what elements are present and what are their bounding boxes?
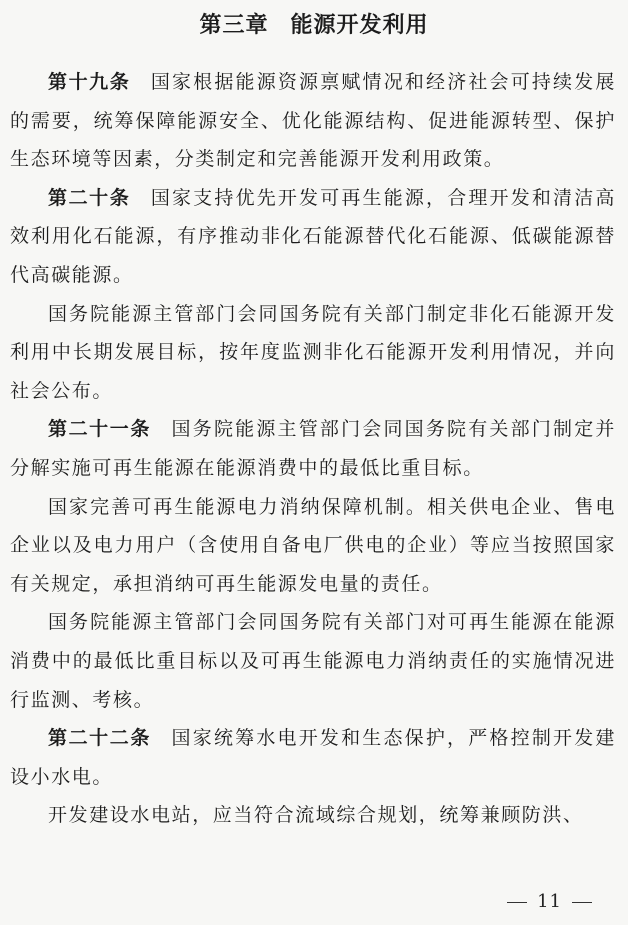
article-number: 第二十条 <box>48 186 131 209</box>
paragraph <box>10 796 616 835</box>
paragraph-text: 国家完善可再生能源电力消纳保障机制。相关供电企业、售电企业以及电力用户（含使用自备电厂供电的企业）等应当按照国家有关规定，承担消纳可再生能源发电量的责任。 <box>10 495 616 595</box>
paragraph <box>10 488 616 604</box>
paragraph-text: 国家根据能源资源禀赋情况和经济社会可持续发展的需要，统筹保障能源安全、优化能源结构、促进能源转型、保护生态环境等因素，分类制定和完善能源开发利用政策。 <box>10 71 616 171</box>
article-number: 第二十一条 <box>48 418 151 441</box>
paragraph-text: 国务院能源主管部门会同国务院有关部门制定非化石能源开发利用中长期发展目标，按年度监测非化石能源开发利用情况，并向社会公布。 <box>10 302 616 402</box>
paragraph <box>10 603 616 719</box>
chapter-title <box>0 12 628 40</box>
paragraph <box>10 63 616 179</box>
page-number <box>497 891 602 913</box>
paragraph-text: 国务院能源主管部门会同国务院有关部门制定并分解实施可再生能源在能源消费中的最低比重目标。 <box>10 418 616 479</box>
paragraph <box>10 410 616 487</box>
paragraph <box>10 719 616 796</box>
paragraph-text: 国家统筹水电开发和生态保护，严格控制开发建设小水电。 <box>10 727 616 788</box>
paragraph-text: 国家支持优先开发可再生能源，合理开发和清洁高效利用化石能源，有序推动非化石能源替代化石能源、低碳能源替代高碳能源。 <box>10 186 616 286</box>
page-number-left-dash <box>507 902 527 903</box>
chapter-name: 能源开发利用 <box>290 13 429 38</box>
body-text <box>10 63 616 835</box>
article-number: 第十九条 <box>48 71 131 93</box>
paragraph-text: 国务院能源主管部门会同国务院有关部门对可再生能源在能源消费中的最低比重目标以及可再生能源电力消纳责任的实施情况进行监测、考核。 <box>10 611 616 711</box>
paragraph-text: 开发建设水电站，应当符合流域综合规划，统筹兼顾防洪、 <box>48 804 584 827</box>
article-number: 第二十二条 <box>48 727 151 750</box>
chapter-number: 第三章 <box>199 13 269 38</box>
paragraph <box>10 179 616 295</box>
paragraph <box>10 295 616 411</box>
page-number-right-dash <box>572 902 592 903</box>
page-number-value: 11 <box>537 891 562 912</box>
